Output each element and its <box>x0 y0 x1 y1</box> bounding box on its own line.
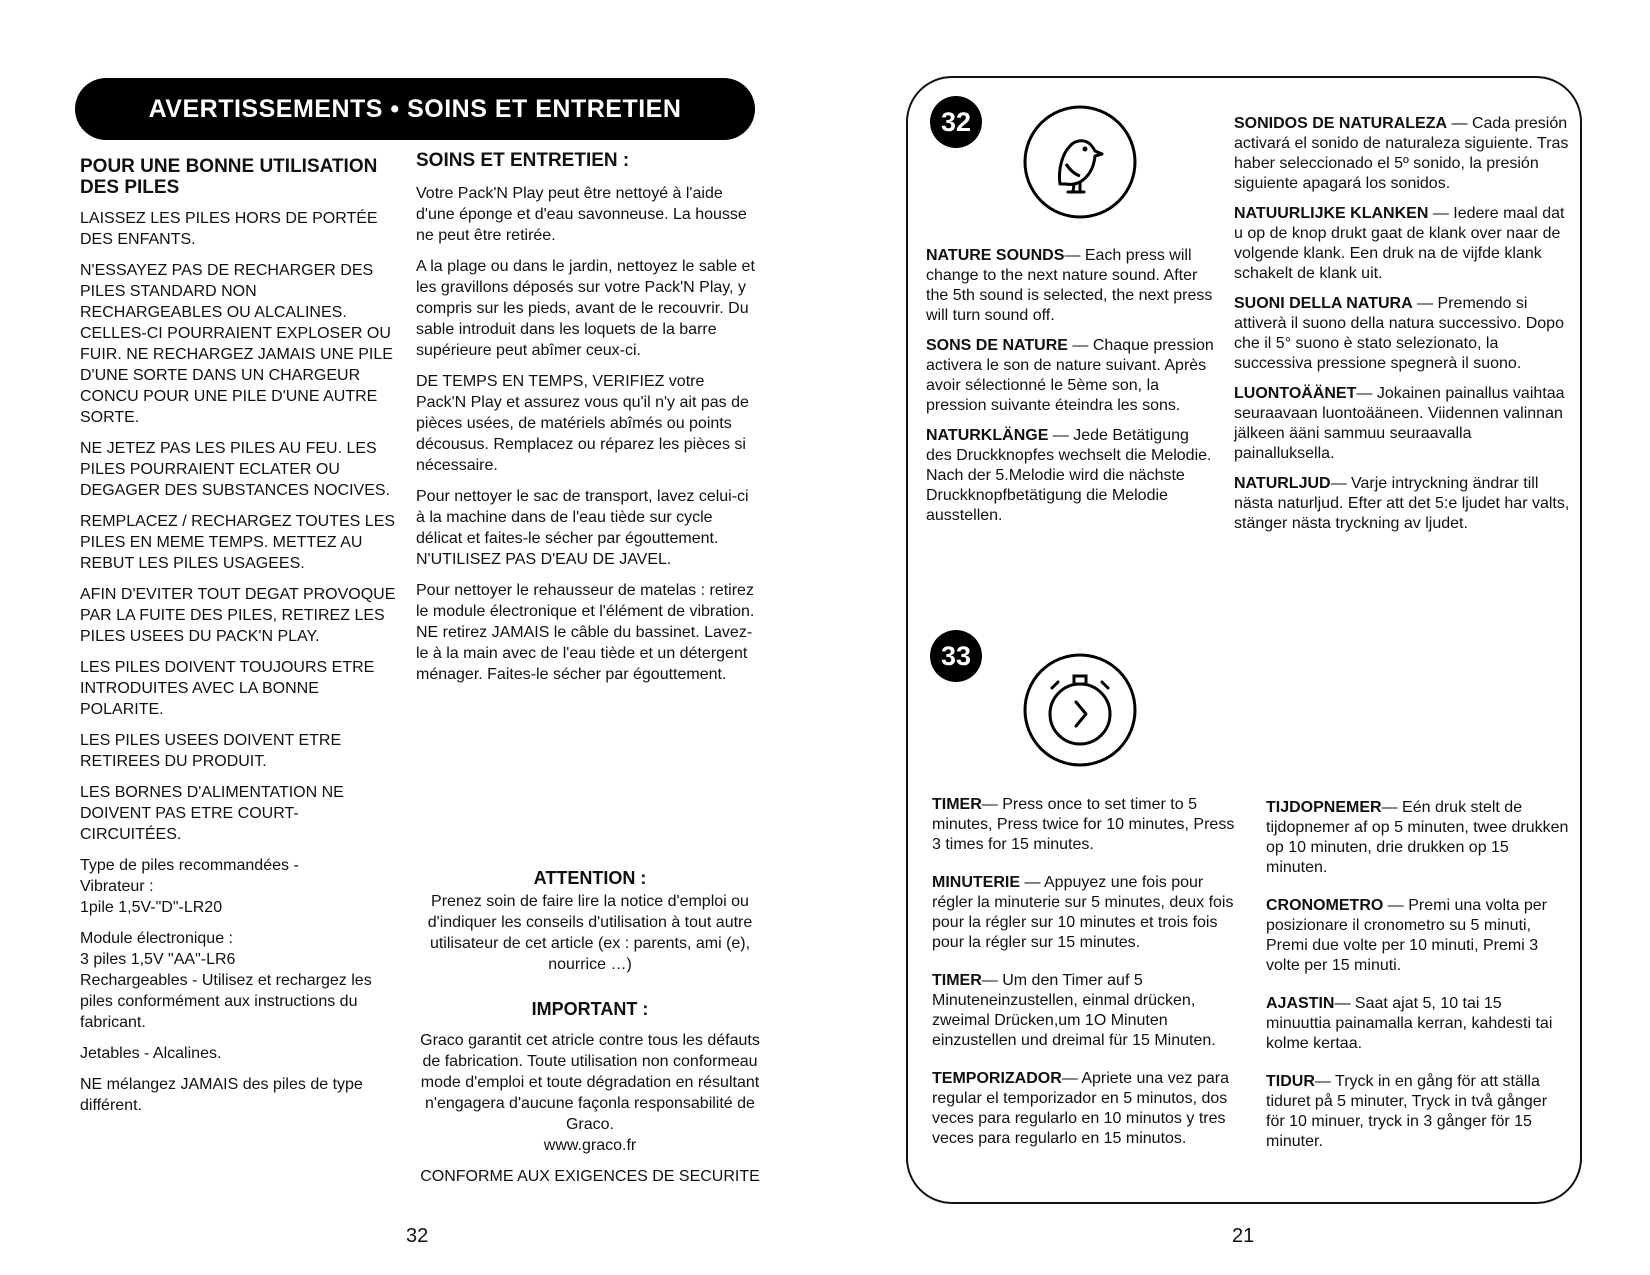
instruction-paragraph: TIMER— Press once to set timer to 5 minutes, Press twice for 10 minutes, Press 3 times for 15 minutes. <box>932 796 1235 853</box>
instruction-paragraph: AJASTIN— Saat ajat 5, 10 tai 15 minuuttia painamalla kerran, kahdesti tai kolme kertaa. <box>1266 995 1553 1052</box>
battery-heading: POUR UNE BONNE UTILISATION DES PILES <box>80 156 378 198</box>
section-32-left-text <box>926 246 1216 536</box>
module-line: Rechargeables - Utilisez et rechargez les piles conformément aux instructions du fabricant. <box>80 972 372 1031</box>
care-paragraph: DE TEMPS EN TEMPS, VERIFIEZ votre Pack'N Play et assurez vous qu'il n'y ait pas de pièces usées, de matériels abîmés ou points décousus. Remplacez ou réparez les pièces si nécessaire. <box>416 373 749 474</box>
battery-type-line: Type de piles recommandées - <box>80 857 299 874</box>
battery-type-line: Vibrateur : <box>80 878 154 895</box>
conforme-text: CONFORME AUX EXIGENCES DE SECURITE <box>420 1168 760 1185</box>
section-33-badge: 33 <box>930 630 982 682</box>
care-paragraph: A la plage ou dans le jardin, nettoyez le sable et les gravillons déposés sur votre Pack'N Play, y compris sur les pieds, avant de le recouvrir. Du sable introduit dans les loquets de la barre supérieure peut abîmer ceux-ci. <box>416 258 755 359</box>
care-heading: SOINS ET ENTRETIEN : <box>416 150 630 171</box>
attention-title: ATTENTION : <box>533 868 647 888</box>
stopwatch-icon <box>1022 652 1138 768</box>
battery-paragraph: LES BORNES D'ALIMENTATION NE DOIVENT PAS ETRE COURT-CIRCUITÉES. <box>80 784 344 843</box>
attention-text: Prenez soin de faire lire la notice d'emploi ou d'indiquer les conseils d'utilisation à tout autre utilisateur de cet article (ex : parents, ami (e), nourrice …) <box>427 893 753 973</box>
battery-type-block <box>80 855 398 918</box>
battery-paragraph: N'ESSAYEZ PAS DE RECHARGER DES PILES STANDARD NON RECHARGEABLES OU ALCALINES. CELLES-CI POURRAIENT EXPLOSER OU FUIR. NE RECHARGEZ JAMAIS UNE PILE D'UNE SORTE DANS UN CHARGEUR CONCU POUR UNE PILE D'UNE AUTRE SORTE. <box>80 262 393 426</box>
care-paragraph: Pour nettoyer le sac de transport, lavez celui-ci à la machine dans de l'eau tiède sur cycle délicat et faites-le sécher par égouttement. N'UTILISEZ PAS D'EAU DE JAVEL. <box>416 488 749 568</box>
battery-usage-column <box>80 156 398 1126</box>
battery-paragraph: REMPLACEZ / RECHARGEZ TOUTES LES PILES EN MEME TEMPS. METTEZ AU REBUT LES PILES USAGEES. <box>80 513 396 572</box>
important-title: IMPORTANT : <box>531 999 649 1019</box>
instruction-paragraph: NATUURLIJKE KLANKEN — Iedere maal dat u op de knop drukt gaat de klank over naar de volgende klank. Een druk na de vijfde klank schakelt de klank uit. <box>1234 205 1565 282</box>
section-32-badge: 32 <box>930 96 982 148</box>
care-paragraph: Pour nettoyer le rehausseur de matelas : retirez le module électronique et l'élément de vibration. NE retirez JAMAIS le câble du bassinet. Lavez-le à la main avec de l'eau tiède et un détergent ménager. Faites-le sécher par égouttement. <box>416 582 755 683</box>
attention-box <box>420 868 760 1187</box>
module-line: 3 piles 1,5V "AA"-LR6 <box>80 951 236 968</box>
instruction-paragraph: NATURLJUD— Varje intryckning ändrar till nästa naturljud. Efter att det 5:e ljudet har valts, stänger nästa tryckning av ljudet. <box>1234 475 1570 532</box>
battery-paragraph: LES PILES DOIVENT TOUJOURS ETRE INTRODUITES AVEC LA BONNE POLARITE. <box>80 659 375 718</box>
instruction-paragraph: TEMPORIZADOR— Apriete una vez para regular el temporizador en 5 minutos, dos veces para regularlo en 10 minutos y tres veces para regularlo en 15 minutos. <box>932 1070 1229 1147</box>
section-banner: AVERTISSEMENTS • SOINS ET ENTRETIEN <box>75 78 755 140</box>
instruction-paragraph: TIMER— Um den Timer auf 5 Minuteneinzustellen, einmal drücken, zweimal Drücken,um 1O Minuten einzustellen und dreimal für 15 Minuten. <box>932 972 1216 1049</box>
instruction-paragraph: SUONI DELLA NATURA — Premendo si attiverà il suono della natura successivo. Dopo che il 5° suono è stato selezionato, la successiva pressione spegnerà il suono. <box>1234 295 1564 372</box>
battery-paragraph: AFIN D'EVITER TOUT DEGAT PROVOQUE PAR LA FUITE DES PILES, RETIREZ LES PILES USEES DU PACK'N PLAY. <box>80 586 396 645</box>
instruction-paragraph: NATURKLÄNGE — Jede Betätigung des Druckknopfes wechselt die Melodie. Nach der 5.Melodie wird die nächste Druckknopfbetätigung die Melodie ausstellen. <box>926 427 1212 524</box>
important-text: Graco garantit cet atricle contre tous les défauts de fabrication. Toute utilisation non conformeau mode d'emploi et toute dégradation en résultant n'engagera d'aucune façonla responsabilité de Graco. <box>420 1032 760 1133</box>
mix-warning-text: NE mélangez JAMAIS des piles de type différent. <box>80 1076 363 1114</box>
instruction-paragraph: LUONTOÄÄNET— Jokainen painallus vaihtaa seuraavaan luontoääneen. Viidennen valinnan jälkeen ääni sammuu seuraavalla painalluksella. <box>1234 385 1565 462</box>
battery-paragraph: LES PILES USEES DOIVENT ETRE RETIREES DU PRODUIT. <box>80 732 342 770</box>
module-line: Module électronique : <box>80 930 233 947</box>
instruction-paragraph: NATURE SOUNDS— Each press will change to the next nature sound. After the 5th sound is selected, the next press will turn sound off. <box>926 247 1213 324</box>
page-number-right: 21 <box>1232 1225 1255 1247</box>
instruction-paragraph: CRONOMETRO — Premi una volta per posizionare il cronometro su 5 minuti, Premi due volte per 10 minuti, Premi 3 volte per 15 minuti. <box>1266 897 1547 974</box>
battery-paragraph: LAISSEZ LES PILES HORS DE PORTÉE DES ENFANTS. <box>80 210 378 248</box>
care-column <box>416 150 756 695</box>
instruction-paragraph: MINUTERIE — Appuyez une fois pour régler la minuterie sur 5 minutes, deux fois pour la régler sur 10 minutes et trois fois pour la régler sur 15 minutes. <box>932 874 1234 951</box>
instruction-paragraph: TIDUR— Tryck in en gång för att ställa tiduret på 5 minuter, Tryck in två gånger för 10 minuer, tryck in 3 gånger för 15 minuter. <box>1266 1073 1548 1150</box>
section-33-left-text <box>932 795 1244 1167</box>
instruction-paragraph: SONS DE NATURE — Chaque pression activera le son de nature suivant. Après avoir sélectionné le 5ème son, la pression suivante éteindra les sons. <box>926 337 1214 414</box>
graco-url: www.graco.fr <box>543 1137 637 1154</box>
care-paragraph: Votre Pack'N Play peut être nettoyé à l'aide d'une éponge et d'eau savonneuse. La housse ne peut être retirée. <box>416 185 747 244</box>
section-33-right-text <box>1266 798 1570 1170</box>
instruction-paragraph: TIJDOPNEMER— Eén druk stelt de tijdopnemer af op 5 minuten, twee drukken op 10 minuten, drie drukken op 15 minuten. <box>1266 799 1569 876</box>
module-block <box>80 928 398 1033</box>
section-32-right-text <box>1234 114 1570 544</box>
jetables-text: Jetables - Alcalines. <box>80 1045 222 1062</box>
bird-icon <box>1022 104 1138 220</box>
instruction-paragraph: SONIDOS DE NATURALEZA — Cada presión activará el sonido de naturaleza siguiente. Tras haber seleccionado el 5º sonido, la presión siguiente apagará los sonidos. <box>1234 115 1569 192</box>
battery-type-line: 1pile 1,5V-"D"-LR20 <box>80 899 223 916</box>
battery-paragraph: NE JETEZ PAS LES PILES AU FEU. LES PILES POURRAIENT ECLATER OU DEGAGER DES SUBSTANCES NOCIVES. <box>80 440 390 499</box>
page-number-left: 32 <box>406 1225 429 1247</box>
